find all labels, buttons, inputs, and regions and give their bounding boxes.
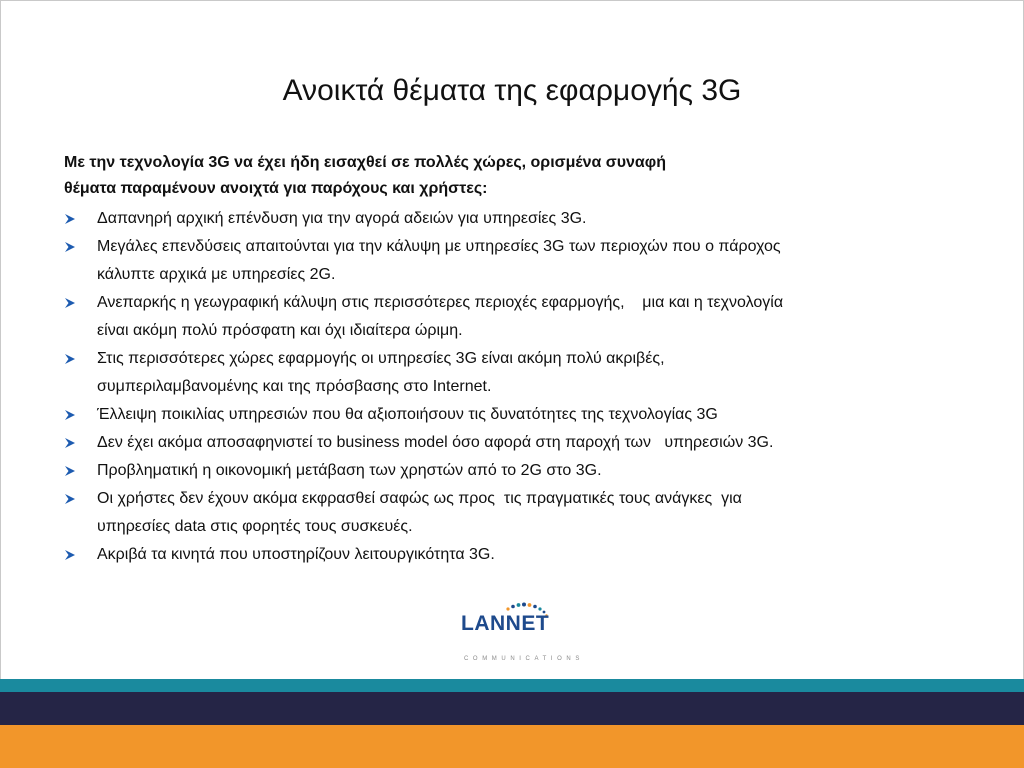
bullet-item-4	[64, 345, 964, 373]
bullet-item-5	[64, 401, 964, 429]
arrow-bullet-icon	[64, 409, 76, 421]
arrow-bullet-icon	[64, 493, 76, 505]
bullet-text: κάλυπτε αρχικά με υπηρεσίες 2G.	[97, 266, 336, 283]
intro-line-1: Με την τεχνολογία 3G να έχει ήδη εισαχθεί σε πολλές χώρες, ορισμένα συναφή	[64, 154, 666, 171]
arrow-bullet-icon	[64, 297, 76, 309]
arrow-bullet-icon	[64, 353, 76, 365]
footer-band-orange	[0, 725, 1024, 768]
bullet-text: Οι χρήστες δεν έχουν ακόμα εκφρασθεί σαφώς ως προς τις πραγματικές τους ανάγκες για	[97, 490, 742, 507]
bullet-item-1	[64, 205, 964, 233]
logo-wordmark: LANNET	[461, 612, 550, 635]
bullet-item-9	[64, 541, 964, 569]
bullet-item-2	[64, 233, 964, 261]
bullet-item-6	[64, 429, 964, 457]
bullet-item-7	[64, 457, 964, 485]
footer-band-navy	[0, 692, 1024, 725]
bullet-text: Προβληματική η οικονομική μετάβαση των χρηστών από το 2G στο 3G.	[97, 462, 602, 479]
bullet-continuation	[64, 317, 964, 345]
bullet-continuation	[64, 513, 964, 541]
bullet-text: Δεν έχει ακόμα αποσαφηνιστεί το business model όσο αφορά στη παροχή των υπηρεσιών 3G.	[97, 434, 774, 451]
bullet-text: Έλλειψη ποικιλίας υπηρεσιών που θα αξιοποιήσουν τις δυνατότητες της τεχνολογίας 3G	[97, 406, 718, 423]
bullet-item-3	[64, 289, 964, 317]
bullet-continuation	[64, 261, 964, 289]
bullet-text: Στις περισσότερες χώρες εφαρμογής οι υπηρεσίες 3G είναι ακόμη πολύ ακριβές,	[97, 350, 665, 367]
arrow-bullet-icon	[64, 241, 76, 253]
bullet-continuation	[64, 373, 964, 401]
bullet-text: Δαπανηρή αρχική επένδυση για την αγορά αδειών για υπηρεσίες 3G.	[97, 210, 587, 227]
slide-title: Ανοικτά θέματα της εφαρμογής 3G	[282, 74, 742, 107]
intro-text	[64, 150, 964, 202]
arrow-bullet-icon	[64, 465, 76, 477]
bullet-list	[64, 205, 964, 569]
arrow-bullet-icon	[64, 213, 76, 225]
footer-band-teal	[0, 679, 1024, 692]
arrow-bullet-icon	[64, 437, 76, 449]
bullet-text: Ανεπαρκής η γεωγραφική κάλυψη στις περισσότερες περιοχές εφαρμογής, μια και η τεχνολογία	[97, 294, 784, 311]
bullet-item-8	[64, 485, 964, 513]
intro-line-2: θέματα παραμένουν ανοιχτά για παρόχους και χρήστες:	[64, 180, 488, 197]
logo-subtitle: COMMUNICATIONS	[464, 656, 584, 662]
lannet-logo	[452, 600, 588, 666]
bullet-text: Ακριβά τα κινητά που υποστηρίζουν λειτουργικότητα 3G.	[97, 546, 495, 563]
bullet-text: υπηρεσίες data στις φορητές τους συσκευές.	[97, 518, 413, 535]
bullet-text: συμπεριλαμβανομένης και της πρόσβασης στο Internet.	[97, 378, 492, 395]
bullet-text: είναι ακόμη πολύ πρόσφατη και όχι ιδιαίτερα ώριμη.	[97, 322, 463, 339]
bullet-text: Μεγάλες επενδύσεις απαιτούνται για την κάλυψη με υπηρεσίες 3G των περιοχών που ο πάροχος	[97, 238, 781, 255]
arrow-bullet-icon	[64, 549, 76, 561]
